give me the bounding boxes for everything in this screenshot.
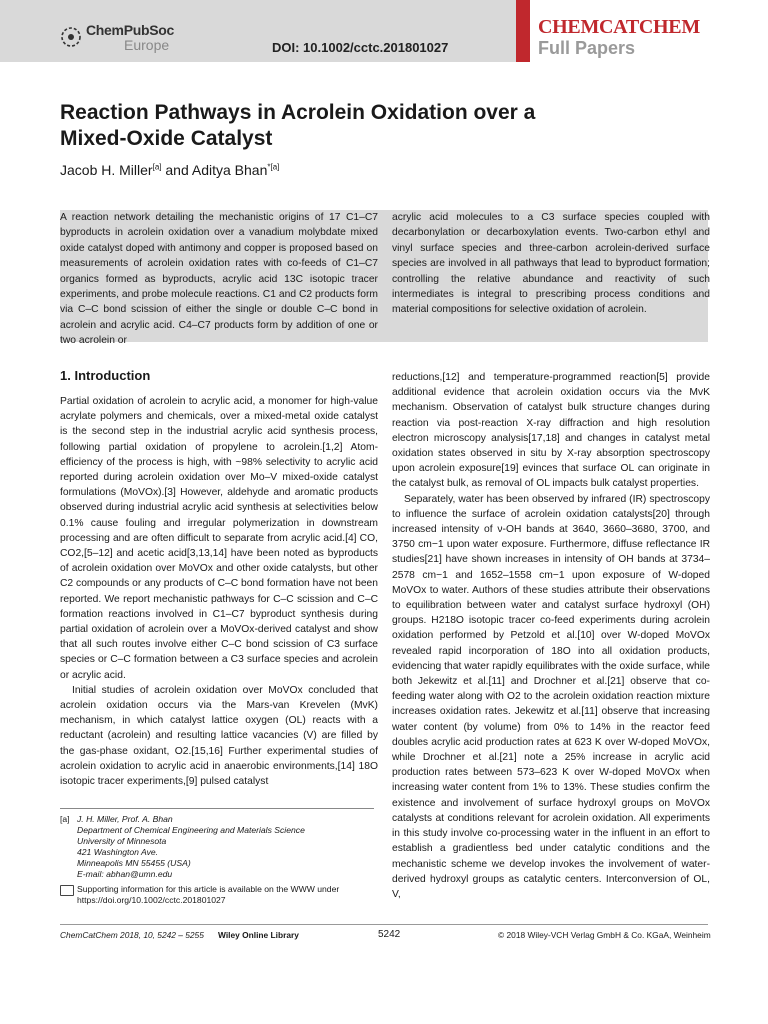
chempubsoc-logo [60,22,180,56]
footer-citation: ChemCatChem 2018, 10, 5242 – 5255 [60,930,204,940]
abstract-left-column: A reaction network detailing the mechanistic origins of 17 C1–C7 byproducts in acrolein oxidation over a vanadium molybdate mixed oxide catalyst doped with antimony and copper is proposed based on measurements of acrolein oxidation rates with co-feeds of C1–C7 organics formed as byproducts, acrylic acid 13C isotopic tracer experiments, and probe molecule reactions. C1 and C2 products form via C–C bond scission of either the single or double C–C bond in acrolein and acrylic acid. C4–C7 products form by addition of one or two acrolein or [60,212,378,347]
author-2[interactable]: Aditya Bhan [191,162,268,178]
paragraph: Initial studies of acrolein oxidation over MoVOx concluded that acrolein oxidation occurs via the Mars-van Krevelen (MvK) mechanism, in which catalyst lattice oxygen (OL) reacts with a reductant (acrolein) and resulting lattice vacancies (V) are filled by the gas-phase oxidant, O2.[15,16] Further experimental studies of acrolein oxidation to acrylic acid in anaerobic environments,[14] 18O isotopic tracer experiments,[9] pulsed catalyst [60,684,378,788]
author-list [60,162,279,178]
supporting-info-text[interactable]: Supporting information for this article is available on the WWW under https://doi.org/10.1002/cctc.201801027 [77,884,340,905]
author-2-affil: *[a] [267,162,280,172]
article-title [60,100,700,152]
journal-name [538,16,700,39]
footer-library[interactable]: Wiley Online Library [218,930,299,940]
computer-icon [60,885,74,896]
journal-name-cat: CAT [599,16,639,38]
author-separator: and [161,162,192,178]
article-type: Full Papers [538,38,636,58]
page-number: 5242 [378,929,401,940]
footer-copyright: © 2018 Wiley-VCH Verlag GmbH & Co. KGaA, Weinheim [498,930,711,940]
title-line-2: Mixed-Oxide Catalyst [60,127,273,150]
chempubsoc-star-icon [60,26,82,48]
logo-text-bottom: Europe [124,37,170,53]
abstract-box [60,210,710,347]
title-line-1: Reaction Pathways in Acrolein Oxidation over a [60,101,536,124]
paragraph: reductions,[12] and temperature-programmed reaction[5] provide additional evidence that acrolein oxidation occurs via the MvK mechanism. Observation of catalyst bulk structure changes during reaction via post-reaction X-ray diffraction and high resolution electron microscopy analysis[17,18] and changes in catalyst metal oxidation states observed in situ by X-ray absorption spectroscopy upon acrolein exposure[19] evinces that surface OL can originate in the catalyst bulk, as removal of OL impacts bulk catalyst properties. [392,372,710,490]
body-right-column [392,370,710,902]
paragraph: Partial oxidation of acrolein to acrylic acid, a monomer for high-value acrylate polymers and chemicals, over a mixed-metal oxide catalyst is the second step in the industrial acrylic acid synthesis process, following partial oxidation of propylene to acrolein.[1,2] Atom-efficiency of the process is high, with ~98% selectivity to acrylic acid reported during acrolein oxidation over Mo–V mixed-oxide catalyst formulations (MoVOx).[3] However, aldehyde and aromatic products observed during industrial acrylic acid synthesis at selectivities below 0.1% cause fouling and irregular polymerization in downstream processing and are often difficult to separate from acrylic acid.[4] CO, CO2,[5–12] and acetic acid[3,13,14] have been noted as byproducts of acrolein oxidation over MoVOx and other oxide catalysts, but other C2 compounds or any products of C–C bond formation have not been reported. We report mechanistic pathways for C–C scission and C–C formation reactions involved in C1–C7 byproduct synthesis during partial oxidation of acrolein over a MoVOx-derived catalyst and show that all such routes involve either C–C bond scission of C3 surface species or C–C formation between a C3 surface species and acrolein or acrylic acid. [60,396,378,681]
abstract-right-column: acrylic acid molecules to a C3 surface species coupled with decarbonylation or decarboxylation events. Two-carbon ethyl and vinyl surface species and three-carbon acrolein-derived surface species are involved in all pathways that lead to byproduct formation; controlling the relative abundance and reactivity of such intermediates is integral to prescribing process conditions and material compositions for selective oxidation of acrolein. [392,212,710,316]
affiliation-text: J. H. Miller, Prof. A. Bhan Department of Chemical Engineering and Materials Science University of Minnesota 421 Washington Ave. Minneapolis MN 55455 (USA) E-mail: abhan@umn.edu [77,814,305,879]
section-heading: 1. Introduction [60,368,151,383]
body-left-column [60,394,378,789]
journal-accent-bar [516,0,530,62]
footer-divider [60,924,708,925]
journal-name-chem2: CHEM [638,16,700,38]
logo-text-top: ChemPubSoc [86,22,175,38]
journal-name-chem: CHEM [538,16,600,38]
paragraph: Separately, water has been observed by infrared (IR) spectroscopy to influence the surface of acrolein oxidation catalysts[20] through increased intensity of ν-OH bands at 3640, 3660–3680, 3700, and 3750 cm−1 upon water exposure. Furthermore, diffuse reflectance IR studies[21] have shown increases in intensity of OH bands at 3734–2578 cm−1 and 1652–1558 cm−1 upon exposure of W-doped MoVOx to water. Authors of these studies attribute their observations to equilibration between water and catalyst surface hydroxyl (OH) groups. H218O isotopic tracer co-feed experiments during acrolein oxidation performed by Petzold et al.[10] over W-doped MoVOx revealed rapid incorporation of 18O into all oxidation products, evidencing that water rapidly equilibrates with the oxide surface, while both Jekewitz et al.[11] and Drochner et al.[21] observe that co-feeding water along with O2 to the acrolein oxidation reaction mixture increases oxidation rates. Jekewitz et al.[11] observe that increasing water content (by volume) from 0% to 14% in the reactor feed doubles acrylic acid production rates at 623 K over W-doped MoVOx, while Drochner et al.[21] note a 25% increase in acrylic acid production rates between 573–623 K over W-doped MoVOx when increasing water content from 1% to 13%. These studies confirm the existence and involvement of surface hydroxyl groups on MoVOx catalysts at conditions relevant for acrolein oxidation. All experiments in this study involve co-processing water in the influent in an effort to establish a gradientless bed under catalytic conditions and the mechanistic scheme we develop invokes the involvement of water-derived hydroxyl groups as catalytic centers. Interconversion of OL, V, [392,493,710,900]
doi-text[interactable]: DOI: 10.1002/cctc.201801027 [272,40,449,55]
affiliation-label: [a] [60,814,70,824]
footnote-divider [60,808,374,809]
author-1-affil: [a] [152,162,162,172]
author-1[interactable]: Jacob H. Miller [60,162,153,178]
